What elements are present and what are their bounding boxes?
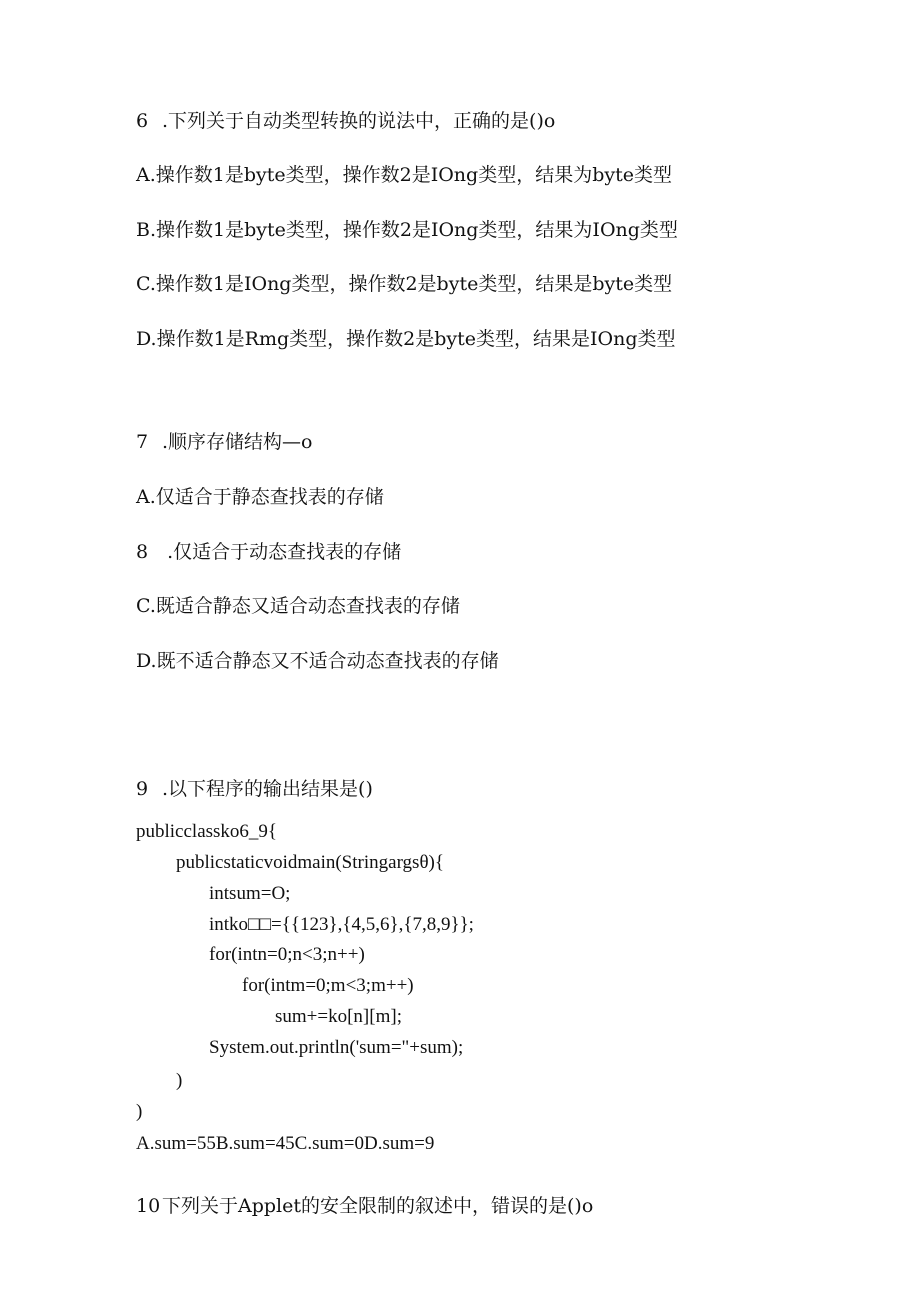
question-7-option-b: 8 .仅适合于动态查找表的存储 [136, 541, 402, 563]
question-number: 10 [136, 1195, 161, 1217]
question-6-stem [136, 108, 555, 134]
question-text: 下列关于Applet的安全限制的叙述中，错误的是()o [162, 1195, 594, 1217]
question-7-option-d: D.既不适合静态又不适合动态查找表的存储 [136, 650, 499, 672]
code-line: ) [136, 1101, 143, 1122]
question-number: 9 [136, 778, 149, 800]
question-6-option-b: B.操作数1是byte类型，操作数2是IOng类型，结果为IOng类型 [136, 219, 678, 241]
question-text: .顺序存储结构—o [162, 431, 313, 453]
question-9-stem [136, 776, 373, 802]
question-number: 6 [136, 110, 149, 132]
question-6-option-a: A.操作数1是byte类型，操作数2是IOng类型，结果为byte类型 [136, 164, 672, 186]
question-6-option-d: D.操作数1是Rmg类型，操作数2是byte类型，结果是IOng类型 [136, 328, 676, 350]
question-text: .下列关于自动类型转换的说法中，正确的是()o [162, 110, 556, 132]
code-line: publicclassko6_9{ [136, 821, 278, 842]
question-7-option-a: A.仅适合于静态查找表的存储 [136, 486, 384, 508]
question-7-stem [136, 429, 312, 455]
code-line: publicstaticvoidmain(Stringargsθ){ [176, 852, 444, 873]
code-line: intko□□={{123},{4,5,6},{7,8,9}}; [209, 914, 474, 935]
question-text: .以下程序的输出结果是() [162, 778, 373, 800]
code-line: for(intm=0;m<3;m++) [242, 975, 414, 996]
code-line: sum+=ko[n][m]; [275, 1006, 402, 1027]
code-line: for(intn=0;n<3;n++) [209, 944, 365, 965]
question-number: 7 [136, 431, 149, 453]
question-6-option-c: C.操作数1是IOng类型，操作数2是byte类型，结果是byte类型 [136, 273, 673, 295]
question-10-stem [136, 1193, 593, 1219]
question-7-option-c: C.既适合静态又适合动态查找表的存储 [136, 595, 460, 617]
code-line: intsum=O; [209, 883, 291, 904]
code-line: System.out.println('sum="+sum); [209, 1037, 464, 1058]
question-9-answers: A.sum=55B.sum=45C.sum=0D.sum=9 [136, 1133, 435, 1154]
code-line: ) [176, 1070, 183, 1091]
